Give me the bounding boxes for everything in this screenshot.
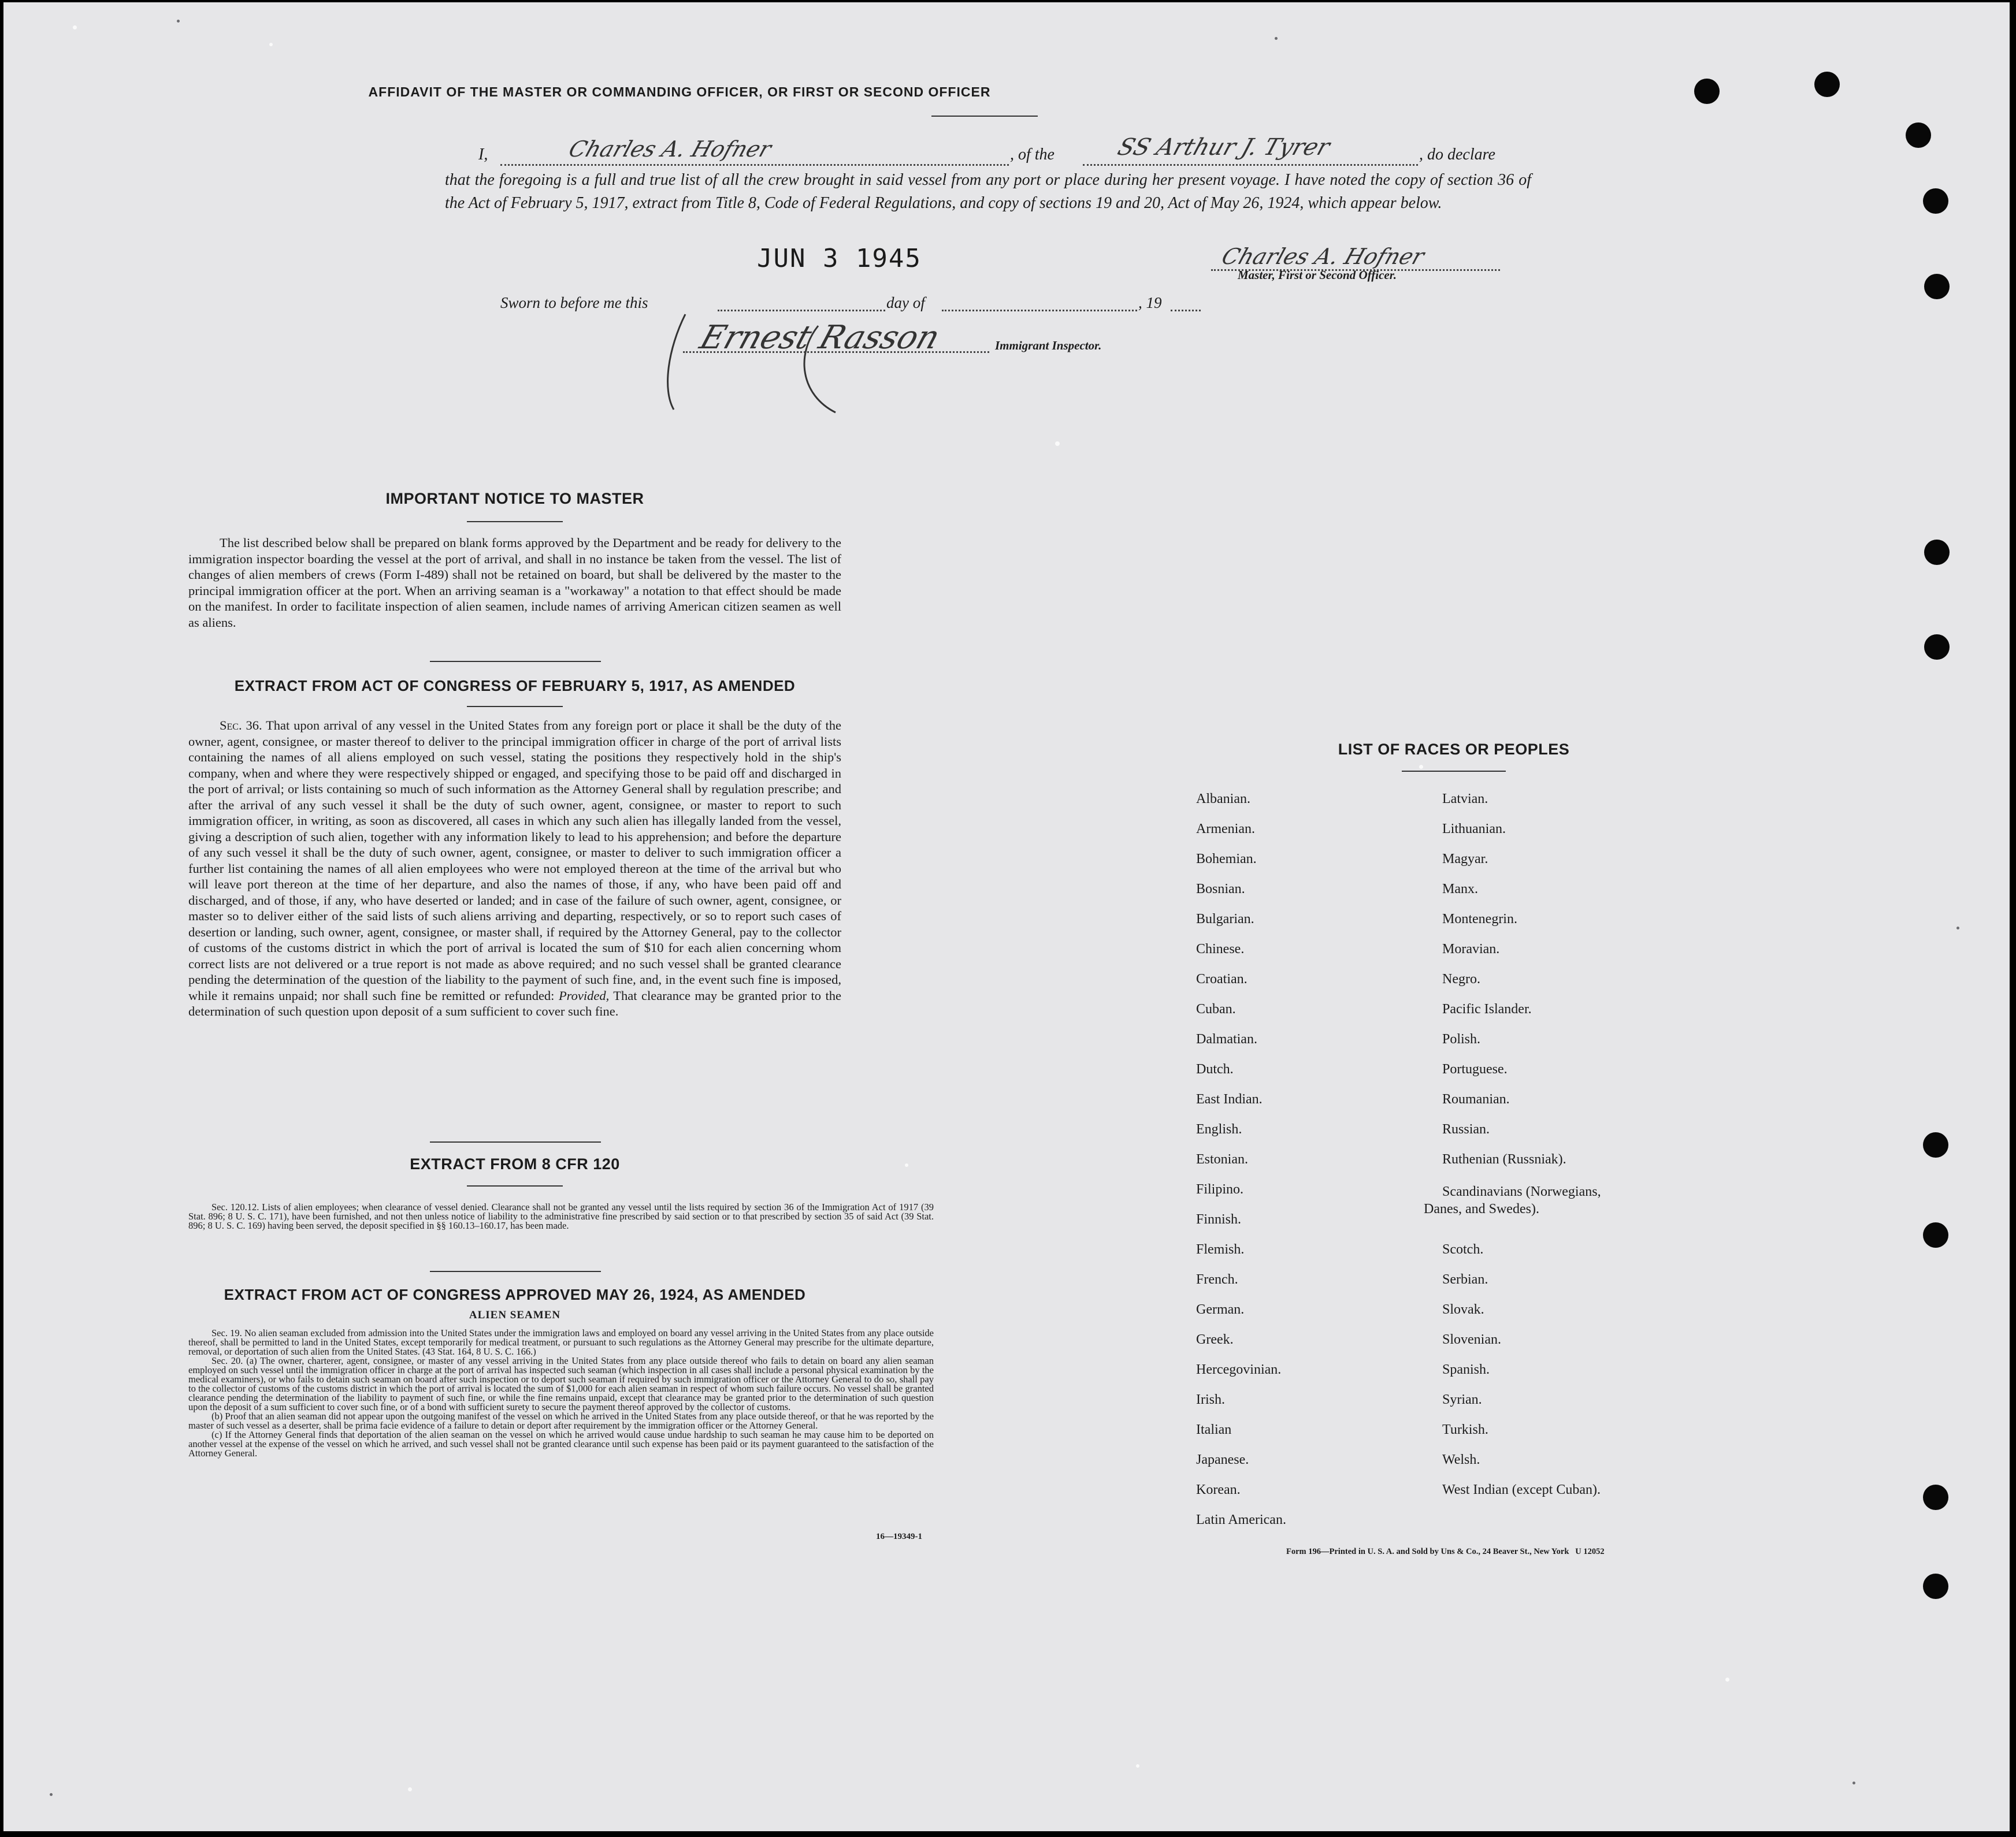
race-item: Latvian. xyxy=(1442,791,1488,806)
race-item: Bosnian. xyxy=(1196,882,1245,897)
race-item: Flemish. xyxy=(1196,1242,1245,1257)
paper-speckle xyxy=(177,20,180,23)
declaration-text: that the foregoing is a full and true list of all the crew brought in said vessel from any port or place during her present voyage. I have noted the copy of section 36 of the Act of February 5, 1917, extract from Title 8, Code of Federal Regulations, and copy of sections 19 and 20, Act of May 26, 1924, which appear below. xyxy=(445,171,1531,212)
races-title: LIST OF RACES OR PEOPLES xyxy=(1338,741,1570,758)
paper-speckle xyxy=(73,25,77,29)
race-item: Polish. xyxy=(1442,1032,1481,1047)
day-of-label: day of xyxy=(886,294,925,311)
affidavit-title: AFFIDAVIT OF THE MASTER OR COMMANDING OFFICER, OR FIRST OR SECOND OFFICER xyxy=(368,84,991,99)
section-20c-text: (c) If the Attorney General finds that deportation of the alien seaman on the vessel on which he arrived would cause undue hardship to such seaman he may cause him to be deported on another vessel at the expense of the vessel on which he arrived, and such vessel shall not be granted clearance until such expense has been paid or its payment guaranteed to the satisfaction of the Attorney General. xyxy=(188,1429,934,1459)
notice-body: The list described below shall be prepared on blank forms approved by the Department and be ready for delivery to the immigration inspector boarding the vessel at the port of arrival, and shall in no instance be taken from the vessel. The list of changes of alien members of crews (Form I-489) shall not be retained on board, but shall be delivered by the master to the principal immigration officer at the port. When an arriving seaman is a "workaway" a notation to that effect should be made on the manifest. In order to facilitate inspection of alien seamen, include names of arriving American citizen seamen as well as aliens. xyxy=(188,536,841,630)
binder-hole-decoration xyxy=(1923,1485,1948,1510)
race-item: Turkish. xyxy=(1442,1422,1488,1437)
title-underline xyxy=(931,116,1038,117)
date-stamp: JUN 3 1945 xyxy=(757,244,922,273)
race-item: Pacific Islander. xyxy=(1442,1002,1532,1017)
section-36-text: That upon arrival of any vessel in the United States from any foreign port or place it shall be the duty of the owner, agent, consignee, or master thereof to deliver to the principal immigration officer in charge of the port of arrival lists containing the names of all aliens employed on such vessel, stating the positions they respectively hold in the ship's company, when and where they were respectively shipped or engaged, and specifying those to be paid off and discharged in the port of arrival; or lists containing so much of such information as the Attorney General shall by regulation prescribe; and after the arrival of any such vessel it shall be the duty of such owner, agent, consignee, or master to report to such immigration officer, in writing, as soon as discovered, all cases in which any such alien has illegally landed from the vessel, giving a description of such alien, together with any information likely to lead to his apprehension; and before the departure of any such vessel it shall be the duty of such owner, agent, consignee, or master to deliver to such immigration officer a further list containing the names of all alien employees who were not employed thereon at the time of the arrival but who will leave port thereon at the time of her departure, and also the names of those, if any, who have been paid off and discharged, and of those, if any, who have deserted or landed; and in case of the failure of such owner, agent, consignee, or master so to deliver either of the said lists of such aliens arriving and departing, respectively, or so to report such cases of desertion or landing, such owner, agent, consignee, or master shall, if required by the Attorney General, pay to the collector of customs of the customs district in which the port of arrival is located the sum of $10 for each alien concerning whom correct lists are not delivered or a true report is not made as above required; and no such vessel shall be granted clearance pending the determination of the question of the liability to the payment of such fine, and, in the event such fine is imposed, while it remains unpaid; nor shall such fine be remitted or refunded: xyxy=(188,718,841,1003)
paper-speckle xyxy=(269,43,273,46)
race-item: Italian xyxy=(1196,1422,1232,1437)
race-item: German. xyxy=(1196,1302,1245,1317)
binder-hole-decoration xyxy=(1923,1132,1948,1158)
inspector-signature-line xyxy=(683,351,989,353)
race-item: Manx. xyxy=(1442,882,1478,897)
race-item: Filipino. xyxy=(1196,1182,1244,1197)
master-name-handwritten: Charles A. Hofner xyxy=(565,136,775,162)
paper-speckle xyxy=(50,1793,53,1796)
section-20a-text: Sec. 20. (a) The owner, charterer, agent, consignee, or master of any vessel arriving in the United States from any place outside thereof who fails to detain on board any alien seaman employed on such vessel until the immigration officer in charge at the port of arrival has inspected such seaman (which inspection in all cases shall include a personal physical examination by the medical examiners), or who fails to detain such seaman on board after such inspection or to deport such seaman if required by such immigration officer or the Attorney General to do so, shall pay to the collector of customs of the customs district in which the port of arrival is located the sum of $1,000 for each alien seaman in respect of whom such failure occurs. No vessel shall be granted clearance pending the determination of the liability to payment of such fine, or while the fine remains unpaid, except that clearance may be granted prior to the determination of such question upon the deposit of a sum sufficient to cover such fine, or of a bond with sufficient surety to secure the payment thereof approved by the collector of customs. xyxy=(188,1355,934,1412)
race-item: Korean. xyxy=(1196,1482,1241,1497)
vessel-name-line xyxy=(1083,164,1418,166)
race-item: Lithuanian. xyxy=(1442,821,1506,836)
race-item: Hercegovinian. xyxy=(1196,1362,1282,1377)
race-item: Moravian. xyxy=(1442,942,1500,957)
race-item: Magyar. xyxy=(1442,851,1488,867)
race-item: Slovak. xyxy=(1442,1302,1484,1317)
of-the-label: , of the xyxy=(1010,146,1055,163)
race-item: Albanian. xyxy=(1196,791,1250,806)
paper-speckle xyxy=(1136,1764,1139,1768)
race-item: Irish. xyxy=(1196,1392,1225,1407)
binder-hole-decoration xyxy=(1814,72,1840,97)
section-120-12-text: Sec. 120.12. Lists of alien employees; when clearance of vessel denied. Clearance shall not be granted any vessel until the lists required by section 36 of the Immigration Act of 1917 (39 Stat. 896; 8 U. S. C. 171), have been furnished, and not then unless notice of liability to the administrative fine prescribed by said section or to that prescribed by section 35 of said Act (39 Stat. 896; 8 U. S. C. 169) having been served, the deposit specified in §§ 160.13–160.17, has been made. xyxy=(188,1202,934,1231)
notice-title-underline xyxy=(467,521,563,522)
master-name-line xyxy=(500,164,1009,166)
extract-1924-title: EXTRACT FROM ACT OF CONGRESS APPROVED MAY 26, 1924, AS AMENDED xyxy=(224,1286,806,1303)
race-item: Cuban. xyxy=(1196,1002,1236,1017)
section-36-body xyxy=(188,717,841,1020)
section-36-proviso: That clearance may be granted prior to the determination of such question upon deposit of a sum sufficient to cover such fine. xyxy=(188,988,842,1018)
binder-hole-decoration xyxy=(1906,122,1931,148)
paper-speckle xyxy=(1419,765,1423,769)
race-item: Portuguese. xyxy=(1442,1062,1508,1077)
inspector-signature: Ernest Rasson xyxy=(695,319,945,356)
races-title-underline xyxy=(1402,771,1506,772)
binder-hole-decoration xyxy=(1694,79,1720,104)
section-19-text: Sec. 19. No alien seaman excluded from admission into the United States under the immigration laws and employed on board any vessel arriving in the United States from any place outside thereof, shall be permitted to land in the United States, except temporarily for medical treatment, or pursuant to such regulations as the Attorney General may prescribe for the ultimate departure, removal, or deportation of such alien from the United States. (43 Stat. 164, 8 U. S. C. 166.) xyxy=(188,1327,934,1357)
paper-speckle xyxy=(408,1787,412,1791)
master-caption: Master, First or Second Officer. xyxy=(1238,268,1397,282)
extract-1917-title: EXTRACT FROM ACT OF CONGRESS OF FEBRUARY 5, 1917, AS AMENDED xyxy=(234,677,796,694)
race-item: Syrian. xyxy=(1442,1392,1482,1407)
race-item: English. xyxy=(1196,1122,1242,1137)
master-signature: Charles A. Hofner xyxy=(1218,244,1428,269)
race-item: Montenegrin. xyxy=(1442,912,1517,927)
race-item: East Indian. xyxy=(1196,1092,1263,1107)
race-item: Bohemian. xyxy=(1196,851,1257,867)
inspector-caption: Immigrant Inspector. xyxy=(995,339,1102,352)
race-item: Scandinavians (Norwegians, xyxy=(1442,1184,1601,1199)
paper-speckle xyxy=(1956,927,1959,929)
race-item: Negro. xyxy=(1442,972,1480,987)
alien-seamen-subtitle: ALIEN SEAMEN xyxy=(469,1309,561,1321)
race-item: Bulgarian. xyxy=(1196,912,1254,927)
race-item: Chinese. xyxy=(1196,942,1245,957)
paper-speckle xyxy=(1725,1678,1729,1682)
race-item: Danes, and Swedes). xyxy=(1424,1202,1539,1217)
race-item: Greek. xyxy=(1196,1332,1234,1347)
race-item: Latin American. xyxy=(1196,1512,1286,1527)
race-item: Scotch. xyxy=(1442,1242,1484,1257)
binder-hole-decoration xyxy=(1923,1574,1948,1599)
race-item: Ruthenian (Russniak). xyxy=(1442,1152,1566,1167)
race-item: Roumanian. xyxy=(1442,1092,1510,1107)
print-code: 16—19349-1 xyxy=(876,1532,922,1541)
section-20b-text: (b) Proof that an alien seaman did not appear upon the outgoing manifest of the vessel on which he arrived in the United States from any place outside thereof, or that he was reported by the master of such vessel as a deserter, shall be prima facie evidence of a failure to detain or deport after requirement by the immigration officer or the Attorney General. xyxy=(188,1411,934,1431)
binder-hole-decoration xyxy=(1924,274,1950,299)
extract-cfr-title: EXTRACT FROM 8 CFR 120 xyxy=(410,1155,620,1173)
signature-flourish xyxy=(651,303,859,418)
paper-speckle xyxy=(1275,37,1278,40)
race-item: Welsh. xyxy=(1442,1452,1480,1467)
race-item: French. xyxy=(1196,1272,1238,1287)
section-divider xyxy=(430,661,601,662)
race-item: Serbian. xyxy=(1442,1272,1488,1287)
race-item: West Indian (except Cuban). xyxy=(1442,1482,1601,1497)
extract-1917-underline xyxy=(467,706,563,707)
year-label: , 19 xyxy=(1138,294,1162,311)
binder-hole-decoration xyxy=(1924,540,1950,565)
race-item: Slovenian. xyxy=(1442,1332,1501,1347)
race-item: Armenian. xyxy=(1196,821,1255,836)
do-declare-label: , do declare xyxy=(1419,146,1495,163)
section-divider xyxy=(430,1271,601,1272)
section-divider xyxy=(430,1141,601,1143)
printer-line: Form 196—Printed in U. S. A. and Sold by Uns & Co., 24 Beaver St., New York U 12052 xyxy=(1286,1547,1605,1556)
document-sheet xyxy=(3,2,2010,1831)
binder-hole-decoration xyxy=(1923,1222,1948,1248)
race-item: Dutch. xyxy=(1196,1062,1234,1077)
sworn-month-line xyxy=(942,310,1137,311)
race-item: Japanese. xyxy=(1196,1452,1249,1467)
extract-cfr-underline xyxy=(467,1185,563,1187)
extract-1924-body xyxy=(188,1329,934,1458)
paper-speckle xyxy=(905,1163,908,1167)
sworn-label: Sworn to before me this xyxy=(500,294,648,311)
race-item: Spanish. xyxy=(1442,1362,1490,1377)
i-label: I, xyxy=(478,146,488,163)
race-item: Estonian. xyxy=(1196,1152,1248,1167)
race-item: Finnish. xyxy=(1196,1212,1242,1227)
binder-hole-decoration xyxy=(1923,188,1948,214)
sworn-year-line xyxy=(1171,310,1201,311)
provided-label: Provided, xyxy=(558,988,610,1003)
section-36-label: Sec. 36. xyxy=(220,718,262,732)
race-item: Dalmatian. xyxy=(1196,1032,1257,1047)
paper-speckle xyxy=(1055,441,1060,446)
binder-hole-decoration xyxy=(1924,634,1950,660)
vessel-name-handwritten: SS Arthur J. Tyrer xyxy=(1114,134,1334,161)
notice-title: IMPORTANT NOTICE TO MASTER xyxy=(385,490,644,507)
race-item: Croatian. xyxy=(1196,972,1248,987)
race-item: Russian. xyxy=(1442,1122,1490,1137)
paper-speckle xyxy=(1852,1782,1855,1784)
